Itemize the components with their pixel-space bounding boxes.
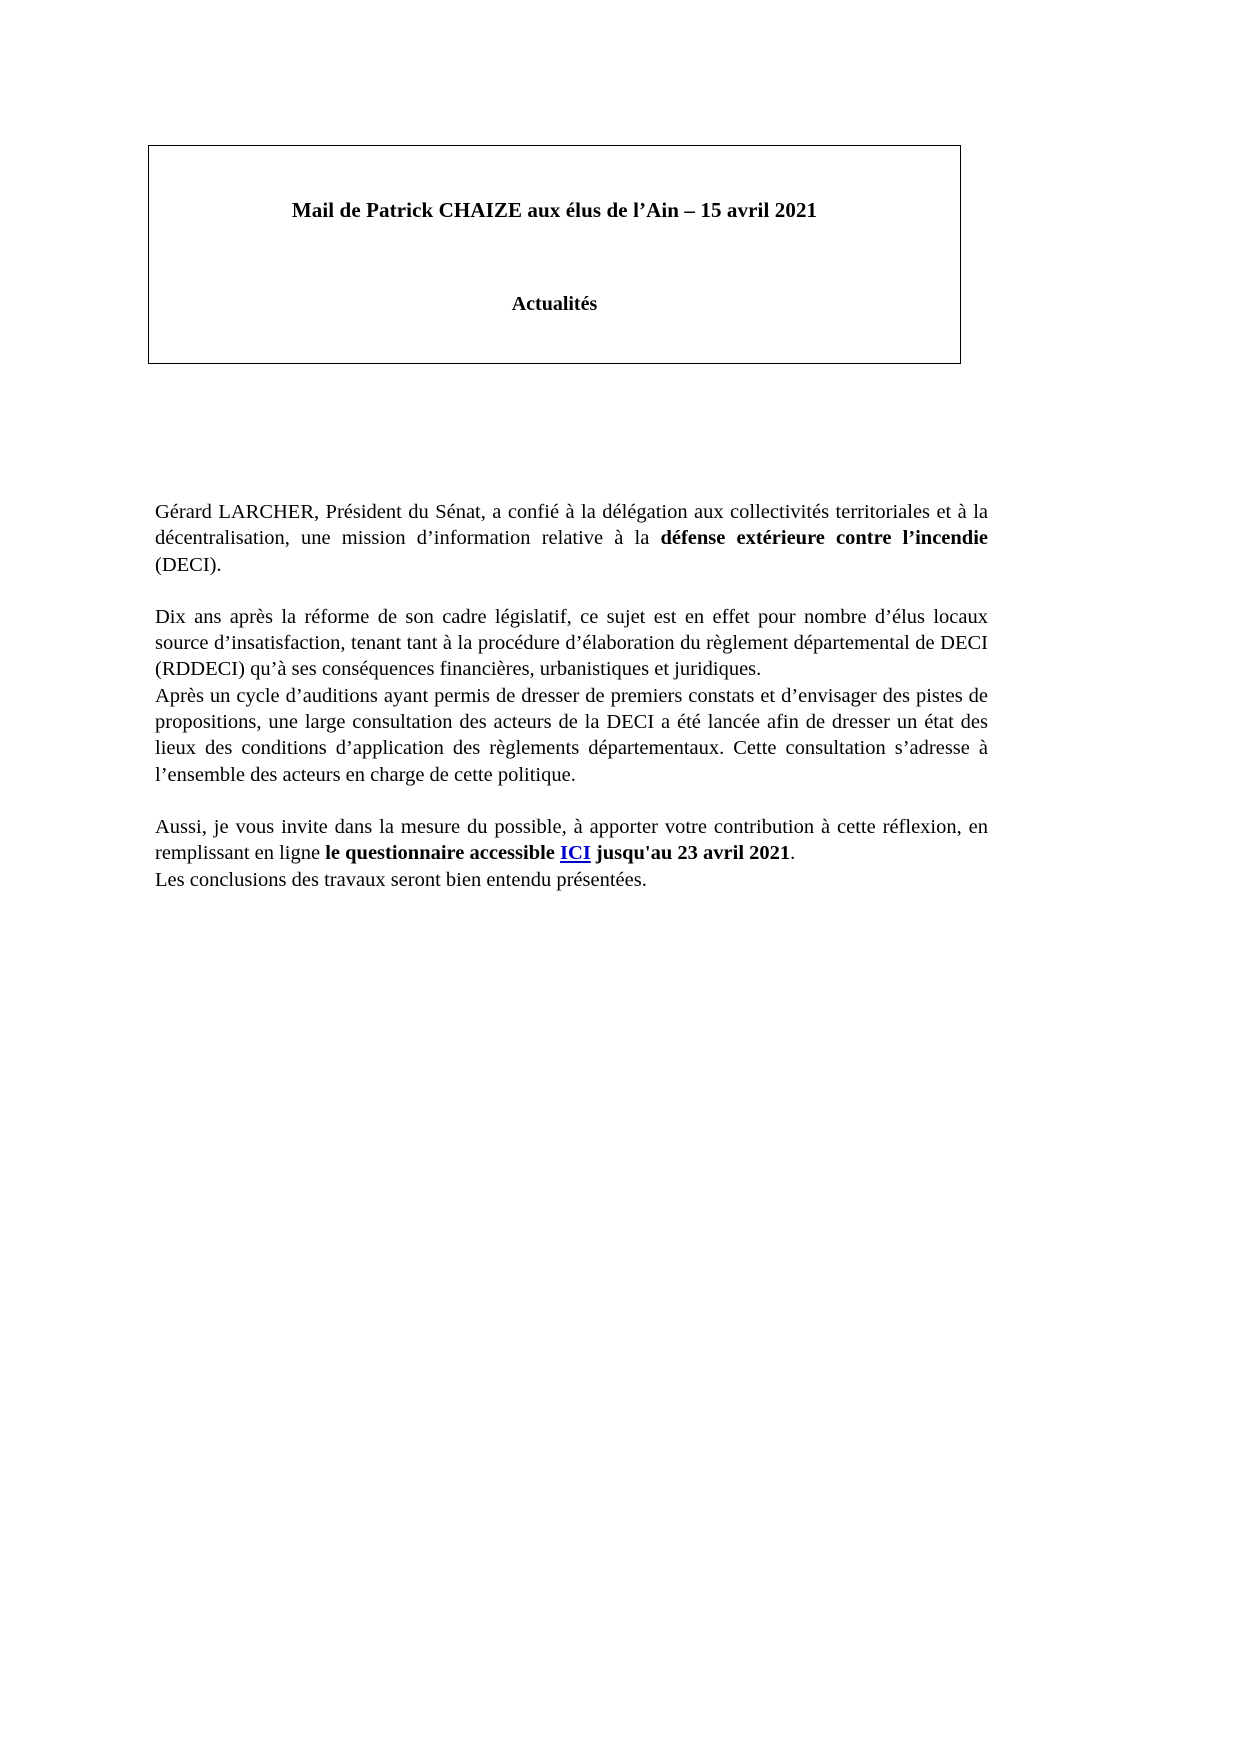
paragraph-intro xyxy=(155,499,988,578)
header-subtitle: Actualités xyxy=(511,293,598,315)
paragraph-intro-text-2: (DECI). xyxy=(155,553,222,576)
header-box xyxy=(148,145,961,364)
questionnaire-link[interactable]: ICI xyxy=(560,842,591,865)
paragraph-consultation-text: Après un cycle d’auditions ayant permis de dresser de premiers constats et d’envisager des pistes de propositions, une large consultation des acteurs de la DECI a été lancée afin de dresser un état des lieux des conditions d’application des règlements départementaux. Cette consultation s’adresse à l’ensemble des acteurs en charge de cette politique. xyxy=(155,684,988,786)
paragraph-intro-bold-deci: défense extérieure contre l’incendie xyxy=(660,527,988,550)
page-title: Mail de Patrick CHAIZE aux élus de l’Ain – 15 avril 2021 xyxy=(291,198,818,222)
paragraph-invitation-closing: Les conclusions des travaux seront bien entendu présentées. xyxy=(155,868,647,891)
paragraph-gap-1 xyxy=(155,578,988,604)
paragraph-invitation-bold-1: le questionnaire accessible xyxy=(325,842,561,865)
paragraph-invitation-text-2: . xyxy=(790,842,796,865)
paragraph-intro-text-1: Gérard LARCHER, Président du Sénat, a confié à la délégation aux collectivités territoriales et à la décentralisation, une mission d’information relative à la xyxy=(155,501,988,550)
paragraph-context-text: Dix ans après la réforme de son cadre législatif, ce sujet est en effet pour nombre d’élus locaux source d’insatisfaction, tenant tant à la procédure d’élaboration du règlement départemental de DECI (RDDECI) qu’à ses conséquences financières, urbanistiques et juridiques. xyxy=(155,605,988,681)
paragraph-invitation xyxy=(155,814,988,893)
document-body xyxy=(155,499,988,893)
paragraph-context xyxy=(155,604,988,683)
paragraph-gap-2 xyxy=(155,788,988,814)
paragraph-invitation-text-1: Aussi, je vous invite dans la mesure du possible, à apporter votre contribution à cette réflexion, en remplissant en ligne xyxy=(155,815,988,865)
paragraph-invitation-bold-2: jusqu'au 23 avril 2021 xyxy=(590,842,791,865)
paragraph-consultation xyxy=(155,683,988,788)
